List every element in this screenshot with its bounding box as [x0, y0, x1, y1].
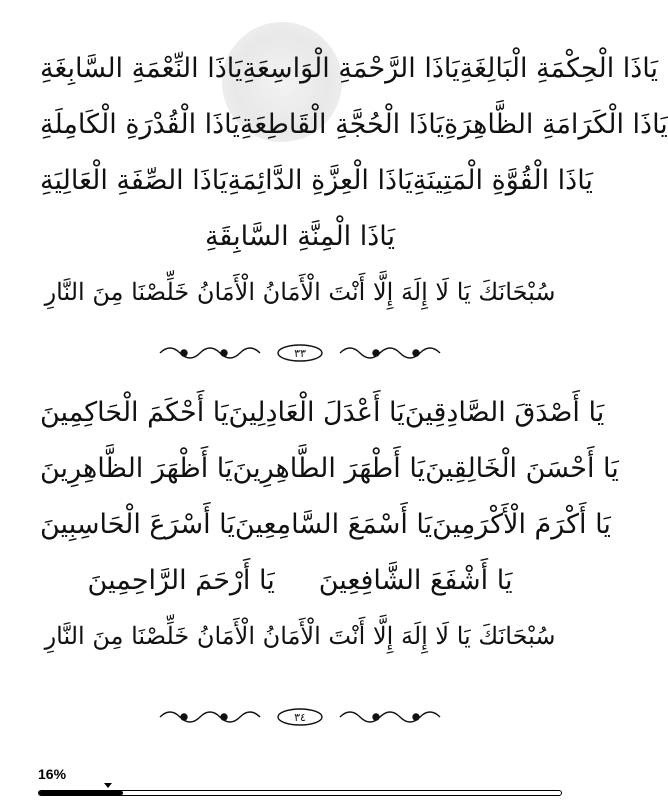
invocation-text: يَاذَا الصِّفَةِ الْعَالِيَةِ [40, 164, 228, 196]
section-1 [40, 40, 668, 320]
invocation-text: يَا أَطْهَرَ الطَّاهِرِينَ [232, 452, 426, 484]
invocation-text: يَاذَا النِّعْمَةِ السَّابِغَةِ [40, 52, 243, 84]
invocation-text: يَا أَرْحَمَ الرَّاحِمِينَ [87, 564, 275, 596]
progress-marker-icon[interactable] [104, 783, 112, 788]
invocation-text: يَا أَعْدَلَ الْعَادِلِينَ [228, 396, 405, 428]
invocation-text: يَاذَا الْحِكْمَةِ الْبَالِغَةِ [459, 52, 659, 84]
ornamental-divider [150, 706, 450, 728]
reading-progress-bar[interactable] [38, 790, 562, 796]
invocation-text: يَاذَا الْحُجَّةِ الْقَاطِعَةِ [239, 108, 445, 140]
invocation-text: يَا أَظْهَرَ الظَّاهِرِينَ [40, 452, 233, 484]
invocation-text: يَا أَحْسَنَ الْخَالِقِينَ [425, 452, 619, 484]
invocation-text: يَا أَشْفَعَ الشَّافِعِينَ [318, 564, 513, 596]
text-row [40, 208, 560, 264]
invocation-text: يَا أَسْمَعَ السَّامِعِينَ [234, 508, 433, 540]
text-row [40, 40, 659, 96]
invocation-text: يَاذَا الْعِزَّةِ الدَّائِمَةِ [227, 164, 413, 196]
text-row [40, 440, 619, 496]
text-row [40, 152, 593, 208]
progress-fill [39, 791, 123, 795]
section-2 [40, 384, 619, 664]
invocation-text: يَاذَا الْقُوَّةِ الْمَتِينَةِ [412, 164, 593, 196]
text-row [40, 384, 605, 440]
text-row [40, 96, 668, 152]
ornament-icon [150, 342, 450, 364]
reader-status-bar [0, 760, 600, 800]
tasbih-line: سُبْحَانَكَ يَا لَا إِلَهَ إِلَّا أَنْتَ الْأَمَانُ الْأَمَانُ خَلِّصْنَا مِنَ النَّارِ [44, 622, 556, 650]
text-row [40, 552, 560, 608]
invocation-text: يَا أَصْدَقَ الصَّادِقِينَ [404, 396, 605, 428]
invocation-text: يَاذَا الرَّحْمَةِ الْوَاسِعَةِ [242, 52, 460, 84]
invocation-text: يَاذَا الْقُدْرَةِ الْكَامِلَةِ [40, 108, 240, 140]
ornament-icon [150, 706, 450, 728]
invocation-text: يَا أَحْكَمَ الْحَاكِمِينَ [40, 396, 229, 428]
page-number: ٣٣ [294, 347, 306, 360]
text-row [40, 496, 611, 552]
tasbih-line: سُبْحَانَكَ يَا لَا إِلَهَ إِلَّا أَنْتَ الْأَمَانُ الْأَمَانُ خَلِّصْنَا مِنَ النَّارِ [44, 278, 556, 306]
invocation-text: يَا أَسْرَعَ الْحَاسِبِينَ [40, 508, 235, 540]
invocation-text: يَاذَا الْكَرَامَةِ الظَّاهِرَةِ [444, 108, 668, 140]
ornamental-divider [150, 342, 450, 364]
invocation-text: يَا أَكْرَمَ الْأَكْرَمِينَ [432, 508, 611, 540]
progress-percent-label: 16% [38, 766, 67, 782]
page-number: ٣٤ [294, 711, 306, 724]
invocation-text: يَاذَا الْمِنَّةِ السَّابِقَةِ [204, 220, 396, 252]
